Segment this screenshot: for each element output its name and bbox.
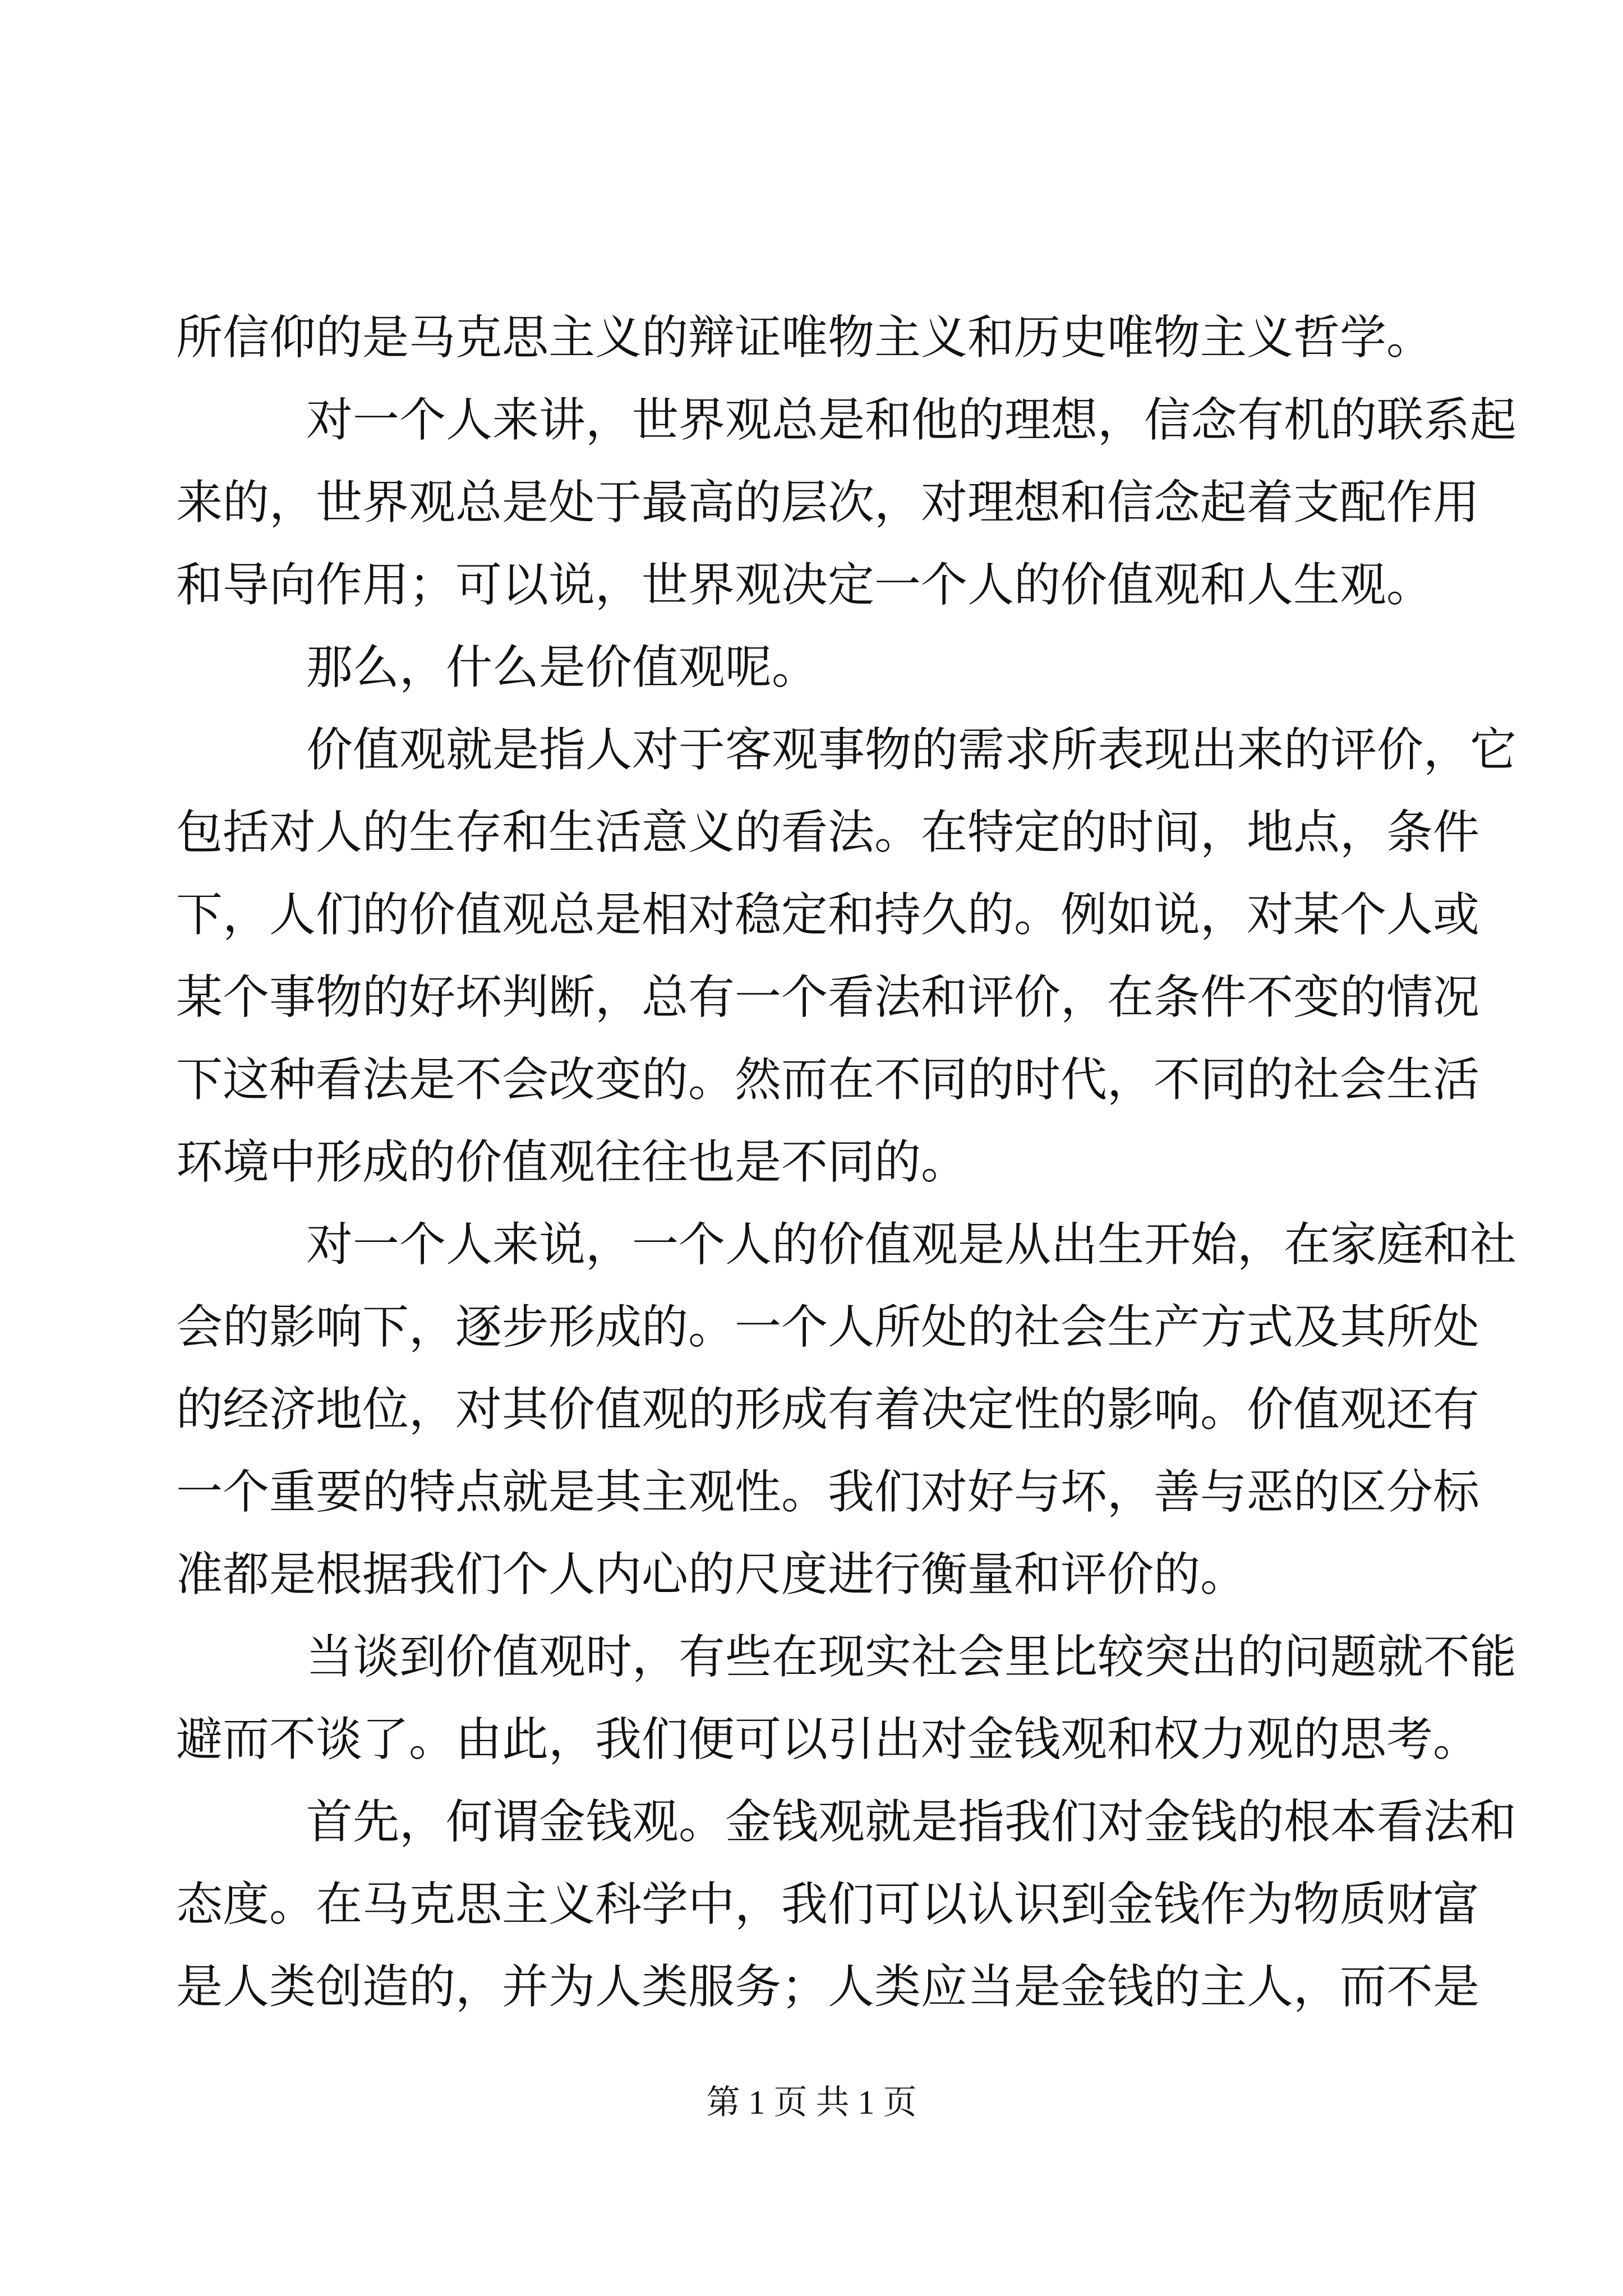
text-line: 会的影响下，逐步形成的。一个人所处的社会生产方式及其所处	[176, 1300, 1479, 1354]
text-line: 价值观就是指人对于客观事物的需求所表现出来的评价，它	[306, 723, 1516, 777]
text-line: 所信仰的是马克思主义的辩证唯物主义和历史唯物主义哲学。	[176, 310, 1433, 365]
text-line: 对一个人来讲，世界观总是和他的理想，信念有机的联系起	[306, 393, 1516, 447]
text-line: 态度。在马克思主义科学中，我们可以认识到金钱作为物质财富	[176, 1877, 1479, 1931]
text-line: 那么，什么是价值观呢。	[306, 640, 818, 694]
text-line: 包括对人的生存和生活意义的看法。在特定的时间，地点，条件	[176, 805, 1479, 859]
page-footer	[0, 2080, 1623, 2125]
text-line: 和导向作用；可以说，世界观决定一个人的价值观和人生观。	[176, 558, 1433, 612]
text-line: 首先，何谓金钱观。金钱观就是指我们对金钱的根本看法和	[306, 1795, 1516, 1849]
text-line: 来的，世界观总是处于最高的层次，对理想和信念起着支配作用	[176, 475, 1479, 530]
text-line: 下这种看法是不会改变的。然而在不同的时代，不同的社会生活	[176, 1052, 1479, 1107]
text-line: 避而不谈了。由此，我们便可以引出对金钱观和权力观的思考。	[176, 1712, 1479, 1766]
text-line: 某个事物的好坏判断，总有一个看法和评价，在条件不变的情况	[176, 970, 1479, 1024]
page-number-label: 第 1 页 共 1 页	[706, 2084, 917, 2121]
document-body	[176, 296, 1516, 2028]
text-line: 当谈到价值观时，有些在现实社会里比较突出的问题就不能	[306, 1630, 1516, 1684]
text-line: 环境中形成的价值观往往也是不同的。	[176, 1135, 967, 1189]
text-line: 下，人们的价值观总是相对稳定和持久的。例如说，对某个人或	[176, 887, 1479, 942]
text-line: 的经济地位，对其价值观的形成有着决定性的影响。价值观还有	[176, 1382, 1479, 1437]
text-line: 是人类创造的，并为人类服务；人类应当是金钱的主人，而不是	[176, 1959, 1479, 2014]
text-line: 准都是根据我们个人内心的尺度进行衡量和评价的。	[176, 1547, 1247, 1602]
text-line: 对一个人来说，一个人的价值观是从出生开始，在家庭和社	[306, 1217, 1516, 1272]
text-line: 一个重要的特点就是其主观性。我们对好与坏，善与恶的区分标	[176, 1465, 1479, 1519]
